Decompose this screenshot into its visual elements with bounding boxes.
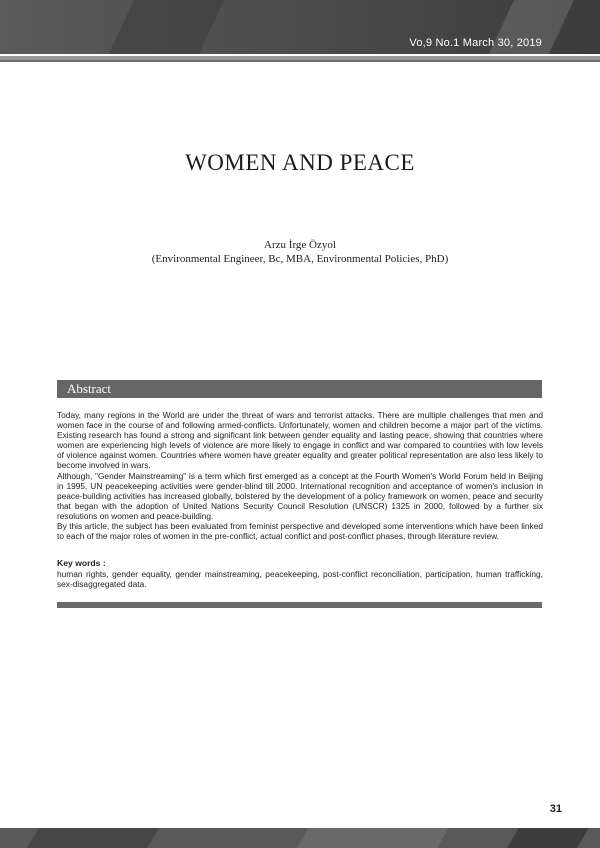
keywords-text: human rights, gender equality, gender mainstreaming, peacekeeping, post-conflict reconciliation, participation, human trafficking, sex-disaggregated data. — [57, 569, 543, 590]
abstract-paragraph: Although, "Gender Mainstreaming" is a term which first emerged as a concept at the Fourth Women's World Forum held in Beijing in 1995, UN peacekeeping activities were gender-blind till 2000. International recognition and acceptance of women's inclusion in peace-building activities has increased globally, bolstered by the development of a policy framework on women, peace and security that began with the adoption of United Nations Security Council Resolution (UNSCR) 1325 in 2000, followed by a further six resolutions on women and peace-building. — [57, 470, 543, 521]
author-affiliation: (Environmental Engineer, Bc, MBA, Environmental Policies, PhD) — [151, 253, 449, 265]
abstract-header-bar — [57, 380, 542, 398]
author-name: Arzu İrge Özyol — [264, 239, 336, 251]
footer-band-stripe — [288, 828, 451, 848]
abstract-paragraph: By this article, the subject has been evaluated from feminist perspective and developed some interventions which have been linked to each of the major roles of women in the pre-conflict, actual conflict and post-conflict phases, through literature review. — [57, 521, 543, 542]
abstract-heading: Abstract — [67, 381, 112, 396]
abstract-closing-bar — [57, 602, 542, 608]
article-title: WOMEN AND PEACE — [185, 150, 415, 175]
abstract-body — [57, 410, 543, 541]
footer-band-stripe — [18, 828, 161, 848]
page-number: 31 — [549, 803, 562, 815]
issue-info: Vo,9 No.1 March 30, 2019 — [409, 37, 542, 49]
footer-band — [0, 828, 600, 848]
abstract-paragraph: Today, many regions in the World are under the threat of wars and terrorist attacks. There are multiple challenges that men and women face in the course of and following armed-conflicts. Unfortunately, women and children become a major part of the victims. Existing research has found a strong and significant link between gender equality and lasting peace, showing that countries where women are experiencing high levels of violence are more likely to engage in conflict and war compared to countries with low levels of violence against women. Countries where women have greater equality and greater political representation are also less likely to become involved in wars. — [57, 410, 543, 471]
footer-band-stripe — [498, 828, 591, 848]
keywords-heading: Key words : — [57, 558, 106, 568]
header-rule-dark — [0, 60, 600, 62]
